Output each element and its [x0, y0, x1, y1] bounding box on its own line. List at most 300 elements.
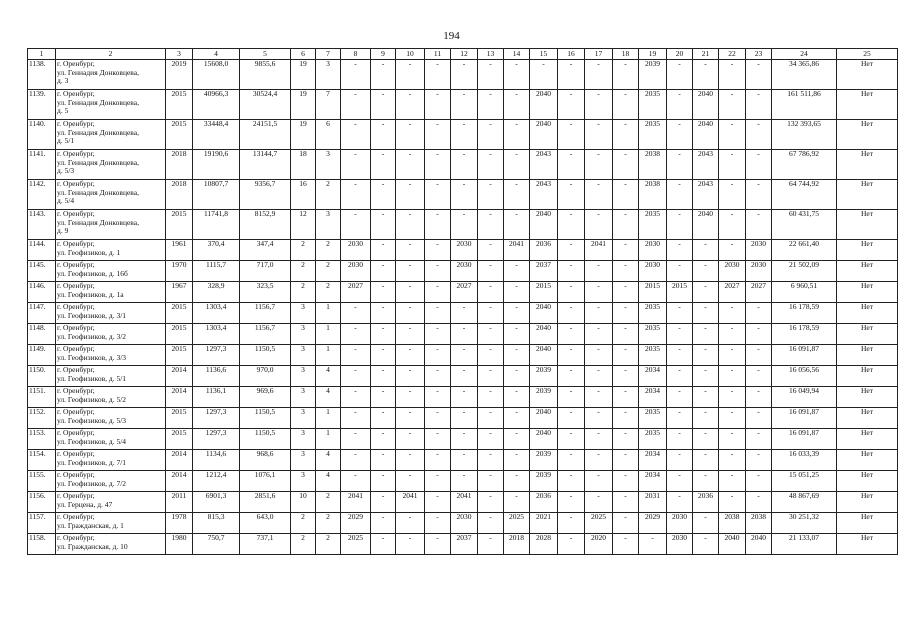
row-number-cell: 1144. [28, 240, 56, 261]
table-cell: - [425, 408, 451, 429]
table-cell: - [371, 210, 396, 240]
table-cell: 1150,5 [240, 408, 291, 429]
table-cell: 24151,5 [240, 120, 291, 150]
table-cell: - [504, 282, 530, 303]
table-cell: Нет [837, 282, 898, 303]
table-cell: - [341, 408, 371, 429]
table-cell: - [425, 345, 451, 366]
table-cell: - [719, 429, 746, 450]
table-cell: 1303,4 [193, 303, 240, 324]
table-cell: 1 [316, 345, 341, 366]
table-cell: - [396, 120, 425, 150]
table-cell: 2 [316, 261, 341, 282]
table-cell: 2041 [504, 240, 530, 261]
table-cell: - [585, 450, 613, 471]
table-cell: - [746, 408, 772, 429]
table-cell: - [558, 429, 585, 450]
table-cell: - [425, 180, 451, 210]
table-cell: - [425, 261, 451, 282]
table-cell: - [585, 408, 613, 429]
table-cell: - [719, 180, 746, 210]
table-cell: 2035 [639, 324, 667, 345]
table-cell: - [746, 60, 772, 90]
table-row [28, 240, 898, 261]
table-cell: 2040 [746, 534, 772, 555]
table-cell: - [667, 210, 693, 240]
table-cell: 2043 [530, 150, 558, 180]
table-cell: - [504, 492, 530, 513]
table-cell: - [558, 408, 585, 429]
table-cell: - [693, 450, 719, 471]
table-cell: - [504, 324, 530, 345]
table-cell: 2039 [530, 450, 558, 471]
table-cell: - [613, 261, 639, 282]
row-number-cell: 1141. [28, 150, 56, 180]
table-cell: 16 091,87 [772, 408, 837, 429]
table-cell: 2 [316, 513, 341, 534]
table-cell: 347,4 [240, 240, 291, 261]
table-cell: 2035 [639, 303, 667, 324]
table-cell: - [613, 150, 639, 180]
row-number-cell: 1155. [28, 471, 56, 492]
table-cell: - [504, 303, 530, 324]
table-cell: 2043 [693, 150, 719, 180]
table-cell: - [613, 303, 639, 324]
table-cell: - [371, 324, 396, 345]
table-cell: - [613, 492, 639, 513]
table-cell: - [425, 429, 451, 450]
column-header: 5 [240, 49, 291, 60]
table-cell: 60 431,75 [772, 210, 837, 240]
table-cell: - [478, 60, 504, 90]
table-cell: Нет [837, 240, 898, 261]
table-cell: - [719, 387, 746, 408]
table-cell: 2 [316, 240, 341, 261]
table-cell: - [371, 60, 396, 90]
table-cell: - [613, 429, 639, 450]
table-cell: - [371, 387, 396, 408]
table-cell: 2035 [639, 120, 667, 150]
column-header: 1 [28, 49, 56, 60]
table-cell: - [667, 90, 693, 120]
table-cell: - [639, 534, 667, 555]
table-cell: - [451, 387, 478, 408]
table-cell: 2 [316, 492, 341, 513]
table-cell: 815,3 [193, 513, 240, 534]
address-cell: г. Оренбург, ул. Геофизиков, д. 5/4 [56, 429, 166, 450]
row-number-cell: 1148. [28, 324, 56, 345]
column-header: 9 [371, 49, 396, 60]
table-cell: - [719, 150, 746, 180]
column-header: 13 [478, 49, 504, 60]
table-cell: - [746, 492, 772, 513]
table-cell: - [585, 303, 613, 324]
table-row [28, 387, 898, 408]
table-cell: 2040 [530, 303, 558, 324]
table-cell: 3 [316, 150, 341, 180]
table-cell: 2020 [585, 534, 613, 555]
table-cell: 10 [291, 492, 316, 513]
table-cell: Нет [837, 408, 898, 429]
table-cell: 2018 [504, 534, 530, 555]
table-cell: 4 [316, 366, 341, 387]
table-cell: - [746, 180, 772, 210]
table-cell: - [693, 324, 719, 345]
table-cell: - [504, 345, 530, 366]
table-cell: 4 [316, 450, 341, 471]
table-cell: 2015 [667, 282, 693, 303]
table-cell: - [585, 282, 613, 303]
table-cell: - [504, 90, 530, 120]
table-cell: - [585, 60, 613, 90]
table-cell: - [719, 366, 746, 387]
table-row [28, 366, 898, 387]
table-cell: 3 [316, 210, 341, 240]
table-row [28, 492, 898, 513]
table-cell: - [504, 60, 530, 90]
table-cell: 2040 [530, 429, 558, 450]
column-header: 7 [316, 49, 341, 60]
table-cell: 16 049,94 [772, 387, 837, 408]
table-cell: - [478, 387, 504, 408]
table-cell: 132 393,65 [772, 120, 837, 150]
table-cell: 8152,9 [240, 210, 291, 240]
table-cell: - [425, 150, 451, 180]
table-cell: 2037 [451, 534, 478, 555]
row-number-cell: 1152. [28, 408, 56, 429]
table-cell: - [396, 210, 425, 240]
table-cell: - [667, 120, 693, 150]
table-cell: - [478, 261, 504, 282]
table-cell: 2015 [166, 120, 193, 150]
address-cell: г. Оренбург, ул. Гражданская, д. 10 [56, 534, 166, 555]
table-cell: 1297,3 [193, 345, 240, 366]
table-row [28, 180, 898, 210]
table-cell: 10807,7 [193, 180, 240, 210]
table-cell: - [478, 324, 504, 345]
column-header: 6 [291, 49, 316, 60]
header-row [28, 49, 898, 60]
table-cell: 2027 [719, 282, 746, 303]
table-cell: 2019 [166, 60, 193, 90]
address-cell: г. Оренбург, ул. Геннадия Донковцева, д. 5 [56, 90, 166, 120]
table-cell: 3 [291, 387, 316, 408]
table-cell: - [396, 90, 425, 120]
table-cell: - [341, 471, 371, 492]
row-number-cell: 1156. [28, 492, 56, 513]
table-cell: - [396, 471, 425, 492]
table-cell: 2035 [639, 408, 667, 429]
table-cell: 2015 [166, 303, 193, 324]
table-cell: 2030 [719, 261, 746, 282]
row-number-cell: 1142. [28, 180, 56, 210]
registry-table [27, 48, 898, 555]
table-cell: Нет [837, 303, 898, 324]
table-cell: - [693, 240, 719, 261]
table-cell: - [558, 513, 585, 534]
table-cell: 2035 [639, 90, 667, 120]
table-cell: - [719, 60, 746, 90]
column-header: 10 [396, 49, 425, 60]
table-cell: 2018 [166, 180, 193, 210]
table-cell: - [746, 366, 772, 387]
row-number-cell: 1146. [28, 282, 56, 303]
table-cell: - [667, 303, 693, 324]
table-cell: 21 502,09 [772, 261, 837, 282]
address-cell: г. Оренбург, ул. Геннадия Донковцева, д. 3 [56, 60, 166, 90]
table-cell: - [613, 324, 639, 345]
table-cell: - [451, 210, 478, 240]
table-cell: - [613, 345, 639, 366]
table-cell: 4 [316, 387, 341, 408]
table-cell: 67 786,92 [772, 150, 837, 180]
table-cell: 2037 [530, 261, 558, 282]
table-cell: - [693, 261, 719, 282]
table-cell: 737,1 [240, 534, 291, 555]
table-cell: 1978 [166, 513, 193, 534]
table-cell: 16 056,56 [772, 366, 837, 387]
table-cell: 9356,7 [240, 180, 291, 210]
table-cell: 2040 [719, 534, 746, 555]
column-header: 20 [667, 49, 693, 60]
table-cell: - [478, 180, 504, 210]
table-cell: 2030 [341, 240, 371, 261]
table-cell: 2038 [746, 513, 772, 534]
table-cell: - [341, 90, 371, 120]
table-cell: - [746, 303, 772, 324]
table-cell: 2039 [530, 366, 558, 387]
table-cell: - [371, 429, 396, 450]
table-cell: 2043 [530, 180, 558, 210]
table-cell: - [341, 303, 371, 324]
table-cell: - [585, 180, 613, 210]
table-cell: - [371, 150, 396, 180]
table-cell: 717,0 [240, 261, 291, 282]
address-cell: г. Оренбург, ул. Геофизиков, д. 3/3 [56, 345, 166, 366]
table-cell: - [341, 120, 371, 150]
table-cell: 16 [291, 180, 316, 210]
table-cell: - [504, 366, 530, 387]
address-cell: г. Оренбург, ул. Геофизиков, д. 3/2 [56, 324, 166, 345]
table-cell: 1 [316, 408, 341, 429]
table-cell: - [451, 429, 478, 450]
table-cell: - [341, 450, 371, 471]
table-cell: - [504, 180, 530, 210]
table-cell: 2041 [451, 492, 478, 513]
column-header: 24 [772, 49, 837, 60]
table-cell: 19190,6 [193, 150, 240, 180]
table-cell: 2030 [451, 261, 478, 282]
table-row [28, 345, 898, 366]
table-cell: - [451, 120, 478, 150]
table-cell: 1076,1 [240, 471, 291, 492]
table-cell: 2030 [451, 240, 478, 261]
table-cell: Нет [837, 513, 898, 534]
table-cell: - [478, 150, 504, 180]
table-cell: 15 051,25 [772, 471, 837, 492]
table-cell: 2030 [451, 513, 478, 534]
table-cell: 2040 [693, 90, 719, 120]
table-cell: - [396, 408, 425, 429]
table-cell: - [585, 150, 613, 180]
table-cell: 30 251,32 [772, 513, 837, 534]
table-cell: - [451, 303, 478, 324]
table-cell: 2029 [639, 513, 667, 534]
table-cell: 1156,7 [240, 324, 291, 345]
table-cell: - [613, 471, 639, 492]
table-cell: 1970 [166, 261, 193, 282]
table-cell: 3 [291, 471, 316, 492]
table-cell: 2040 [530, 120, 558, 150]
table-cell: - [371, 408, 396, 429]
address-cell: г. Оренбург, ул. Геофизиков, д. 5/3 [56, 408, 166, 429]
table-cell: - [425, 282, 451, 303]
table-cell: 2029 [341, 513, 371, 534]
table-cell: - [478, 120, 504, 150]
table-cell: 2030 [746, 240, 772, 261]
table-cell: 2030 [639, 240, 667, 261]
table-cell: 7 [316, 90, 341, 120]
table-cell: - [451, 90, 478, 120]
table-cell: - [530, 60, 558, 90]
row-number-cell: 1139. [28, 90, 56, 120]
table-cell: 2030 [746, 261, 772, 282]
column-header: 17 [585, 49, 613, 60]
table-row [28, 534, 898, 555]
address-cell: г. Оренбург, ул. Герцена, д. 47 [56, 492, 166, 513]
table-cell: Нет [837, 324, 898, 345]
row-number-cell: 1157. [28, 513, 56, 534]
table-cell: - [396, 240, 425, 261]
table-cell: 2034 [639, 450, 667, 471]
table-cell: 750,7 [193, 534, 240, 555]
table-cell: - [693, 429, 719, 450]
table-row [28, 450, 898, 471]
table-cell: - [693, 387, 719, 408]
table-cell: 2038 [639, 150, 667, 180]
table-cell: - [451, 408, 478, 429]
table-cell: Нет [837, 261, 898, 282]
table-cell: - [396, 282, 425, 303]
table-cell: - [451, 180, 478, 210]
table-cell: 64 744,92 [772, 180, 837, 210]
table-cell: - [478, 408, 504, 429]
table-cell: - [613, 210, 639, 240]
table-cell: - [693, 534, 719, 555]
table-cell: 2039 [639, 60, 667, 90]
table-cell: 2040 [530, 408, 558, 429]
table-row [28, 150, 898, 180]
table-cell: 19 [291, 120, 316, 150]
table-cell: - [613, 240, 639, 261]
table-cell: 1212,4 [193, 471, 240, 492]
table-cell: Нет [837, 366, 898, 387]
table-cell: 33448,4 [193, 120, 240, 150]
table-cell: 3 [291, 366, 316, 387]
table-cell: - [341, 324, 371, 345]
row-number-cell: 1151. [28, 387, 56, 408]
column-header: 8 [341, 49, 371, 60]
table-cell: - [396, 303, 425, 324]
table-cell: - [478, 90, 504, 120]
table-cell: - [478, 366, 504, 387]
row-number-cell: 1149. [28, 345, 56, 366]
table-cell: - [613, 60, 639, 90]
table-cell: - [667, 408, 693, 429]
table-cell: 2 [316, 534, 341, 555]
table-cell: 1303,4 [193, 324, 240, 345]
table-cell: 40966,3 [193, 90, 240, 120]
table-cell: 969,6 [240, 387, 291, 408]
table-cell: 2030 [341, 261, 371, 282]
table-cell: - [585, 261, 613, 282]
table-cell: 2039 [530, 387, 558, 408]
table-cell: Нет [837, 471, 898, 492]
table-cell: - [719, 471, 746, 492]
table-cell: - [451, 450, 478, 471]
table-cell: Нет [837, 492, 898, 513]
table-row [28, 261, 898, 282]
table-cell: 16 178,59 [772, 303, 837, 324]
table-cell: 2 [291, 240, 316, 261]
table-cell: - [504, 450, 530, 471]
table-body [28, 60, 898, 555]
address-cell: г. Оренбург, ул. Геннадия Донковцева, д. 5/1 [56, 120, 166, 150]
table-cell: 1136,6 [193, 366, 240, 387]
table-cell: - [504, 387, 530, 408]
table-cell: - [719, 408, 746, 429]
row-number-cell: 1143. [28, 210, 56, 240]
table-cell: - [558, 120, 585, 150]
row-number-cell: 1158. [28, 534, 56, 555]
table-cell: 1980 [166, 534, 193, 555]
table-cell: - [396, 150, 425, 180]
table-cell: - [504, 408, 530, 429]
table-cell: 2035 [639, 210, 667, 240]
table-cell: - [451, 150, 478, 180]
table-cell: 2021 [530, 513, 558, 534]
table-cell: 2040 [530, 345, 558, 366]
table-cell: - [425, 492, 451, 513]
table-cell: 1 [316, 303, 341, 324]
table-cell: - [558, 150, 585, 180]
table-cell: 34 365,86 [772, 60, 837, 90]
table-cell: - [425, 387, 451, 408]
row-number-cell: 1145. [28, 261, 56, 282]
table-cell: - [613, 534, 639, 555]
table-cell: Нет [837, 60, 898, 90]
table-cell: - [693, 60, 719, 90]
table-cell: 2 [316, 282, 341, 303]
row-number-cell: 1147. [28, 303, 56, 324]
table-cell: - [396, 324, 425, 345]
table-cell: - [613, 180, 639, 210]
table-cell: 3 [291, 450, 316, 471]
table-row [28, 210, 898, 240]
table-cell: 16 178,59 [772, 324, 837, 345]
table-cell: - [558, 303, 585, 324]
table-cell: - [371, 261, 396, 282]
table-row [28, 324, 898, 345]
table-cell: 2851,6 [240, 492, 291, 513]
table-cell: 2015 [166, 345, 193, 366]
table-cell: - [585, 324, 613, 345]
table-cell: - [719, 120, 746, 150]
table-cell: - [613, 450, 639, 471]
table-cell: - [746, 150, 772, 180]
address-cell: г. Оренбург, ул. Геофизиков, д. 7/2 [56, 471, 166, 492]
table-cell: 2014 [166, 366, 193, 387]
